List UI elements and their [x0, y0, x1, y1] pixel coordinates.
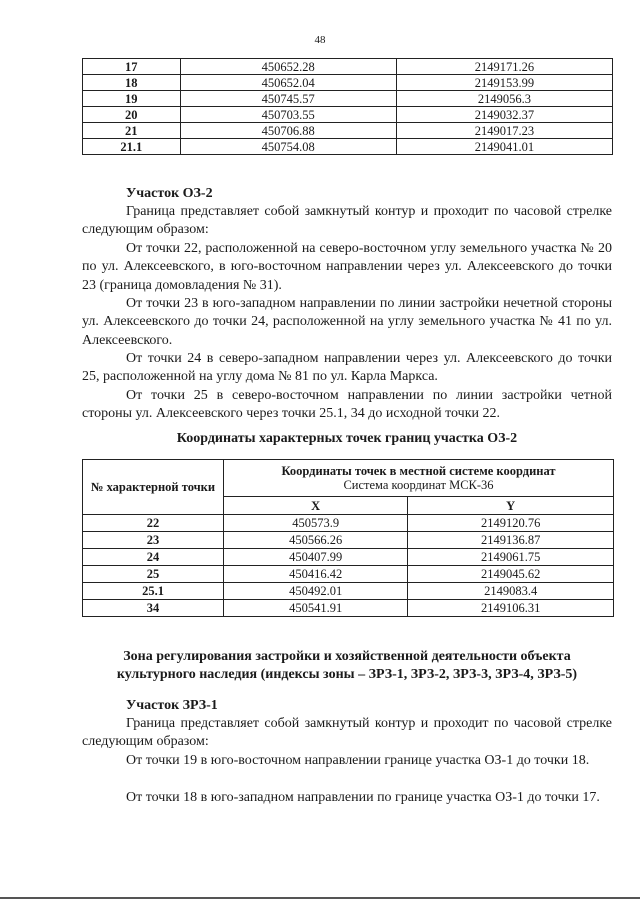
table-row: [83, 600, 614, 617]
paragraph-oz2-point-25: От точки 25 в северо-восточном направлении по линии застройки четной стороны ул. Алексеевского через точки 25.1, 34 до исходной точки 22.: [82, 388, 612, 422]
point-number-cell: 25.1: [83, 583, 224, 600]
header-x: X: [224, 497, 408, 515]
section-title-zrz1: Участок ЗРЗ-1: [126, 698, 218, 713]
y-coordinate-cell: 2149041.01: [396, 139, 612, 155]
x-coordinate-cell: 450492.01: [224, 583, 408, 600]
x-coordinate-cell: 450541.91: [224, 600, 408, 617]
table-row: [83, 123, 613, 139]
x-coordinate-cell: 450573.9: [224, 515, 408, 532]
x-coordinate-cell: 450652.28: [180, 59, 396, 75]
point-number-cell: 22: [83, 515, 224, 532]
x-coordinate-cell: 450745.57: [180, 91, 396, 107]
y-coordinate-cell: 2149061.75: [408, 549, 614, 566]
x-coordinate-cell: 450754.08: [180, 139, 396, 155]
paragraph-oz2-point-22: От точки 22, расположенной на северо-восточном углу земельного участка № 20 по ул. Алексеевского, в юго-восточном направлении через ул. Алексеевского до точки 23 (граница домовладения № 31).: [82, 241, 612, 293]
table-row: [83, 59, 613, 75]
point-number-cell: 20: [83, 107, 181, 123]
x-coordinate-cell: 450416.42: [224, 566, 408, 583]
table-row: [83, 107, 613, 123]
paragraph-zrz1-point-19: От точки 19 в юго-восточном направлении границе участка ОЗ-1 до точки 18.: [126, 753, 590, 768]
paragraph-oz2-point-24: От точки 24 в северо-западном направлении через ул. Алексеевского до точки 25, расположенной на углу дома № 81 по ул. Карла Маркса.: [82, 351, 612, 385]
point-number-cell: 21.1: [83, 139, 181, 155]
zone-heading-line-1: Зона регулирования застройки и хозяйственной деятельности объекта: [123, 649, 571, 664]
table-row: [83, 566, 614, 583]
coordinates-table-continued: [82, 58, 613, 155]
x-coordinate-cell: 450703.55: [180, 107, 396, 123]
header-coordinate-system: Система координат МСК-36: [343, 478, 494, 492]
paragraph-oz2-intro: Граница представляет собой замкнутый контур и проходит по часовой стрелке следующим образом:: [82, 204, 612, 238]
header-coordinates-title: Координаты точек в местной системе координат: [281, 464, 556, 478]
point-number-cell: 17: [83, 59, 181, 75]
y-coordinate-cell: 2149056.3: [396, 91, 612, 107]
point-number-cell: 25: [83, 566, 224, 583]
point-number-cell: 34: [83, 600, 224, 617]
table-row: [83, 75, 613, 91]
x-coordinate-cell: 450566.26: [224, 532, 408, 549]
header-point-number: № характерной точки: [83, 460, 224, 515]
page-number: 48: [314, 34, 326, 46]
header-coordinates: [224, 460, 614, 497]
point-number-cell: 18: [83, 75, 181, 91]
zone-heading-line-2: культурного наследия (индексы зоны – ЗРЗ-1, ЗРЗ-2, ЗРЗ-3, ЗРЗ-4, ЗРЗ-5): [116, 667, 578, 682]
point-number-cell: 19: [83, 91, 181, 107]
table-row: [83, 532, 614, 549]
header-y: Y: [408, 497, 614, 515]
y-coordinate-cell: 2149120.76: [408, 515, 614, 532]
point-number-cell: 21: [83, 123, 181, 139]
coords-table-title: Координаты характерных точек границ участка ОЗ-2: [176, 431, 518, 446]
x-coordinate-cell: 450706.88: [180, 123, 396, 139]
table-row: [83, 91, 613, 107]
table-row: [83, 139, 613, 155]
y-coordinate-cell: 2149136.87: [408, 532, 614, 549]
point-number-cell: 23: [83, 532, 224, 549]
coordinates-table-oz2: [82, 459, 614, 617]
x-coordinate-cell: 450652.04: [180, 75, 396, 91]
paragraph-oz2-point-23: От точки 23 в юго-западном направлении по линии застройки нечетной стороны ул. Алексеевского до точки 24, расположенной на углу земельного участка № 41 по ул. Алексеевского.: [82, 296, 612, 348]
section-title-oz2: Участок ОЗ-2: [126, 186, 213, 201]
paragraph-zrz1-point-18: От точки 18 в юго-западном направлении по границе участка ОЗ-1 до точки 17.: [126, 790, 600, 805]
y-coordinate-cell: 2149017.23: [396, 123, 612, 139]
zone-heading: [82, 648, 612, 684]
table-row: [83, 583, 614, 600]
y-coordinate-cell: 2149045.62: [408, 566, 614, 583]
table-row: [83, 515, 614, 532]
table-row: [83, 549, 614, 566]
x-coordinate-cell: 450407.99: [224, 549, 408, 566]
scan-edge-line: [0, 897, 640, 899]
paragraph-zrz1-intro: Граница представляет собой замкнутый контур и проходит по часовой стрелке следующим образом:: [82, 716, 612, 750]
y-coordinate-cell: 2149106.31: [408, 600, 614, 617]
y-coordinate-cell: 2149171.26: [396, 59, 612, 75]
y-coordinate-cell: 2149153.99: [396, 75, 612, 91]
point-number-cell: 24: [83, 549, 224, 566]
y-coordinate-cell: 2149083.4: [408, 583, 614, 600]
y-coordinate-cell: 2149032.37: [396, 107, 612, 123]
